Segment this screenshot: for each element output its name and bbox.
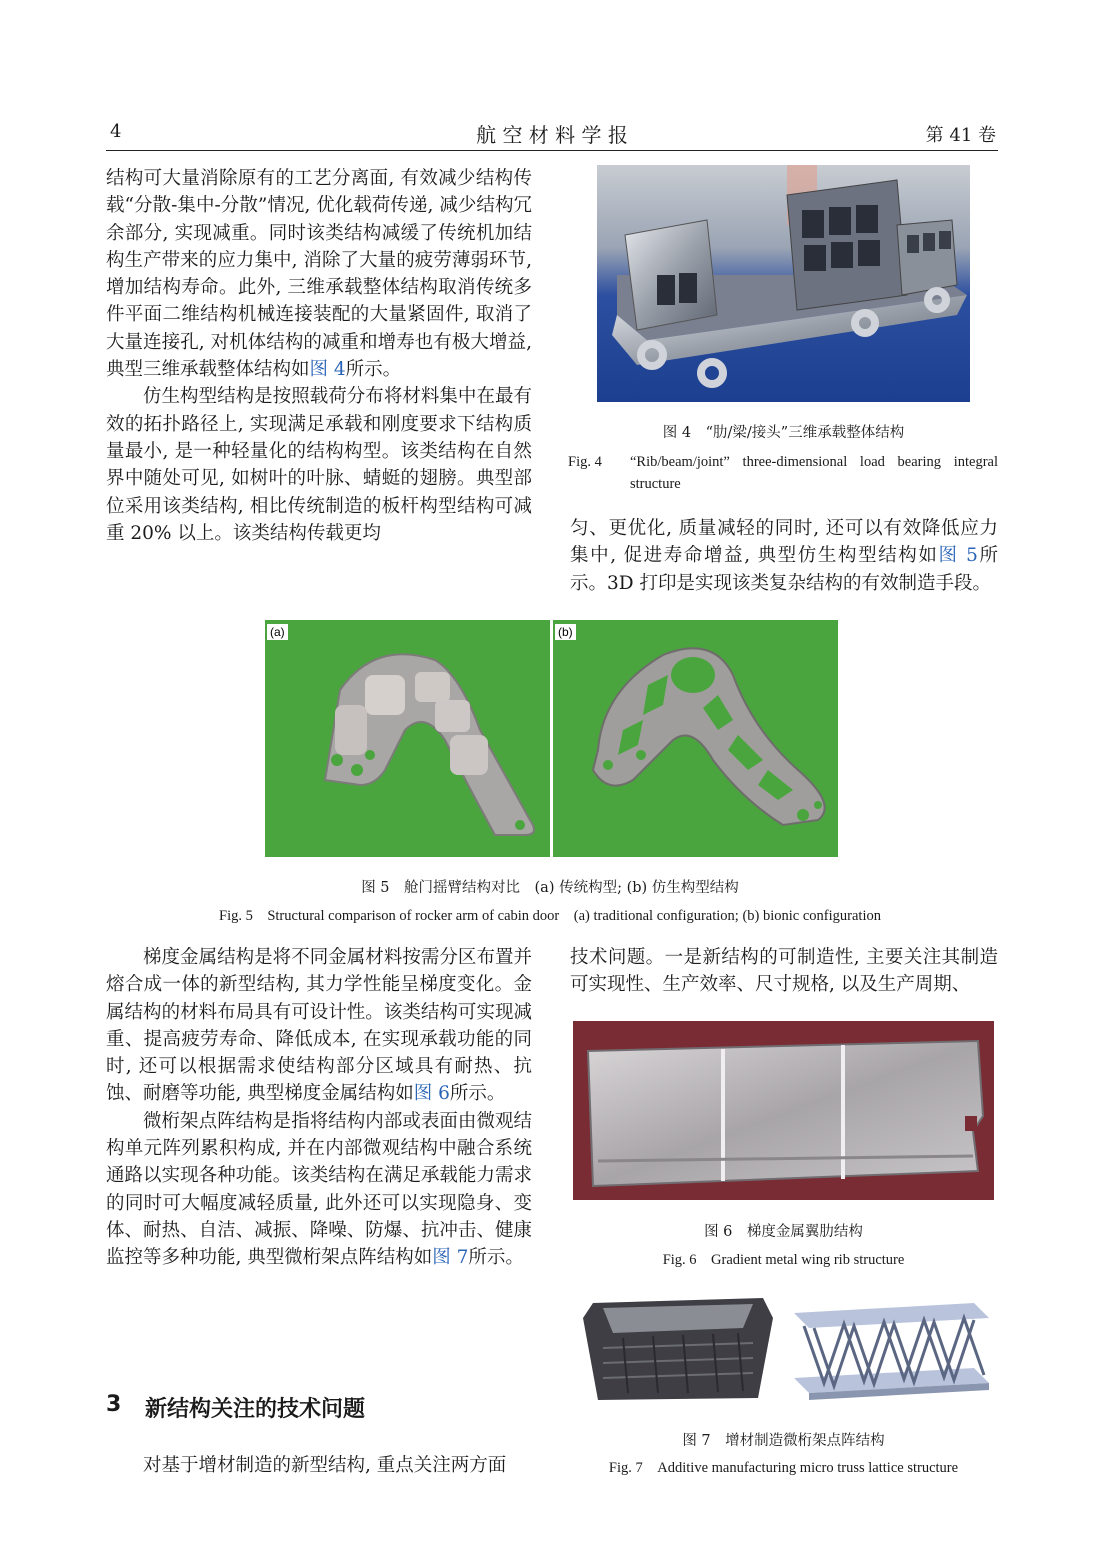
fig6-link[interactable]: 图 6 [413,1083,450,1105]
fig5-link[interactable]: 图 5 [938,545,978,567]
paragraph-integral-structure: 结构可大量消除原有的工艺分离面, 有效减少结构传载“分散-集中-分散”情况, 优化载荷传递, 减少结构冗余部分, 实现减重。同时该类结构减缓了传统机加结构生产带来的应力集中, 消除了大量的疲劳薄弱环节, 增加结构寿命。此外, 三维承载整体结构取消传统多件平面二维结构机械连接装配的大量紧固件, 取消了大量连接孔, 对机体结构的减重和增寿也有极大增益, 典型三维承载整体结构如图 4所示。 [106,168,532,381]
section-number: 3 [106,1392,122,1417]
fig5b-label: (b) [555,624,576,640]
paragraph-tech-issues-continued: 技术问题。一是新结构的可制造性, 主要关注其制造可实现性、生产效率、尺寸规格, 以及生产周期、 [570,947,998,996]
fig6-caption-cn: 图 6 梯度金属翼肋结构 [704,1224,863,1240]
paragraph-bionic-continued: 匀、更优化, 质量减轻的同时, 还可以有效降低应力集中, 促进寿命增益, 典型仿生构型结构如图 5所示。3D 打印是实现该类复杂结构的有效制造手段。 [570,518,998,594]
fig4-image [597,165,970,402]
fig6-image [573,1021,994,1200]
paragraph-gradient-metal: 梯度金属结构是将不同金属材料按需分区布置并熔合成一体的新型结构, 其力学性能呈梯度变化。金属结构的材料布局具有可设计性。该类结构可实现减重、提高疲劳寿命、降低成本, 在实现承载功能的同时, 还可以根据需求使结构部分区域具有耐热、抗蚀、耐磨等功能, 典型梯度金属结构如图 6所示。 [106,947,532,1105]
paragraph-bionic-structure: 仿生构型结构是按照载荷分布将材料集中在最有效的拓扑路径上, 实现满足承载和刚度要求下结构质量最小, 是一种轻量化的结构构型。该类结构在自然界中随处可见, 如树叶的叶脉、蜻蜓的翅膀。典型部位采用该类结构, 相比传统制造的板杆构型结构可减重 20% 以上。该类结构传载更均 [106,386,532,544]
fig6-caption-en: Fig. 6 Gradient metal wing rib structure [662,1252,905,1268]
fig5b-image [553,620,838,857]
fig5-caption-en: Fig. 5 Structural comparison of rocker arm of cabin door (a) traditional configuration; (b) bionic configuration [219,908,881,924]
page-number: 4 [110,121,122,142]
fig7b-image [789,1298,994,1408]
paragraph-micro-truss: 微桁架点阵结构是指将结构内部或表面由微观结构单元阵列累积构成, 并在内部微观结构中融合系统通路以实现各种功能。该类结构在满足承载能力需求的同时可大幅度减轻质量, 此外还可以实现隐身、变体、耐热、自洁、减振、降噪、防爆、抗冲击、健康监控等多种功能, 典型微桁架点阵结构如图 7所示。 [106,1110,532,1269]
fig4-caption-cn: 图 4 “肋/梁/接头”三维承载整体结构 [662,425,905,441]
fig4-caption-en: “Rib/beam/joint” three-dimensional load bearing integral structure [630,454,998,492]
fig5a-label: (a) [267,624,288,640]
right-column-bottom [570,944,998,999]
fig4-link[interactable]: 图 4 [309,359,346,381]
left-column-section3 [106,1452,532,1479]
paragraph-tech-issues-start: 对基于增材制造的新型结构, 重点关注两方面 [143,1455,507,1476]
left-column-bottom [106,944,532,1272]
section-title: 新结构关注的技术问题 [145,1397,366,1422]
fig7-link[interactable]: 图 7 [432,1247,469,1269]
fig7-caption-en: Fig. 7 Additive manufacturing micro truss lattice structure [608,1460,959,1476]
header-rule [106,150,998,151]
right-column-top [570,515,998,597]
fig4-label-en: Fig. 4 [568,454,602,470]
left-column-top [106,165,532,547]
fig7-caption-cn: 图 7 增材制造微桁架点阵结构 [682,1433,885,1449]
fig5-caption-cn: 图 5 舱门摇臂结构对比 (a) 传统构型; (b) 仿生构型结构 [361,880,739,896]
fig5a-image [265,620,550,857]
fig7a-image [573,1288,783,1408]
volume-label: 第 41 卷 [925,125,996,146]
journal-title: 航 空 材 料 学 报 [476,123,628,147]
